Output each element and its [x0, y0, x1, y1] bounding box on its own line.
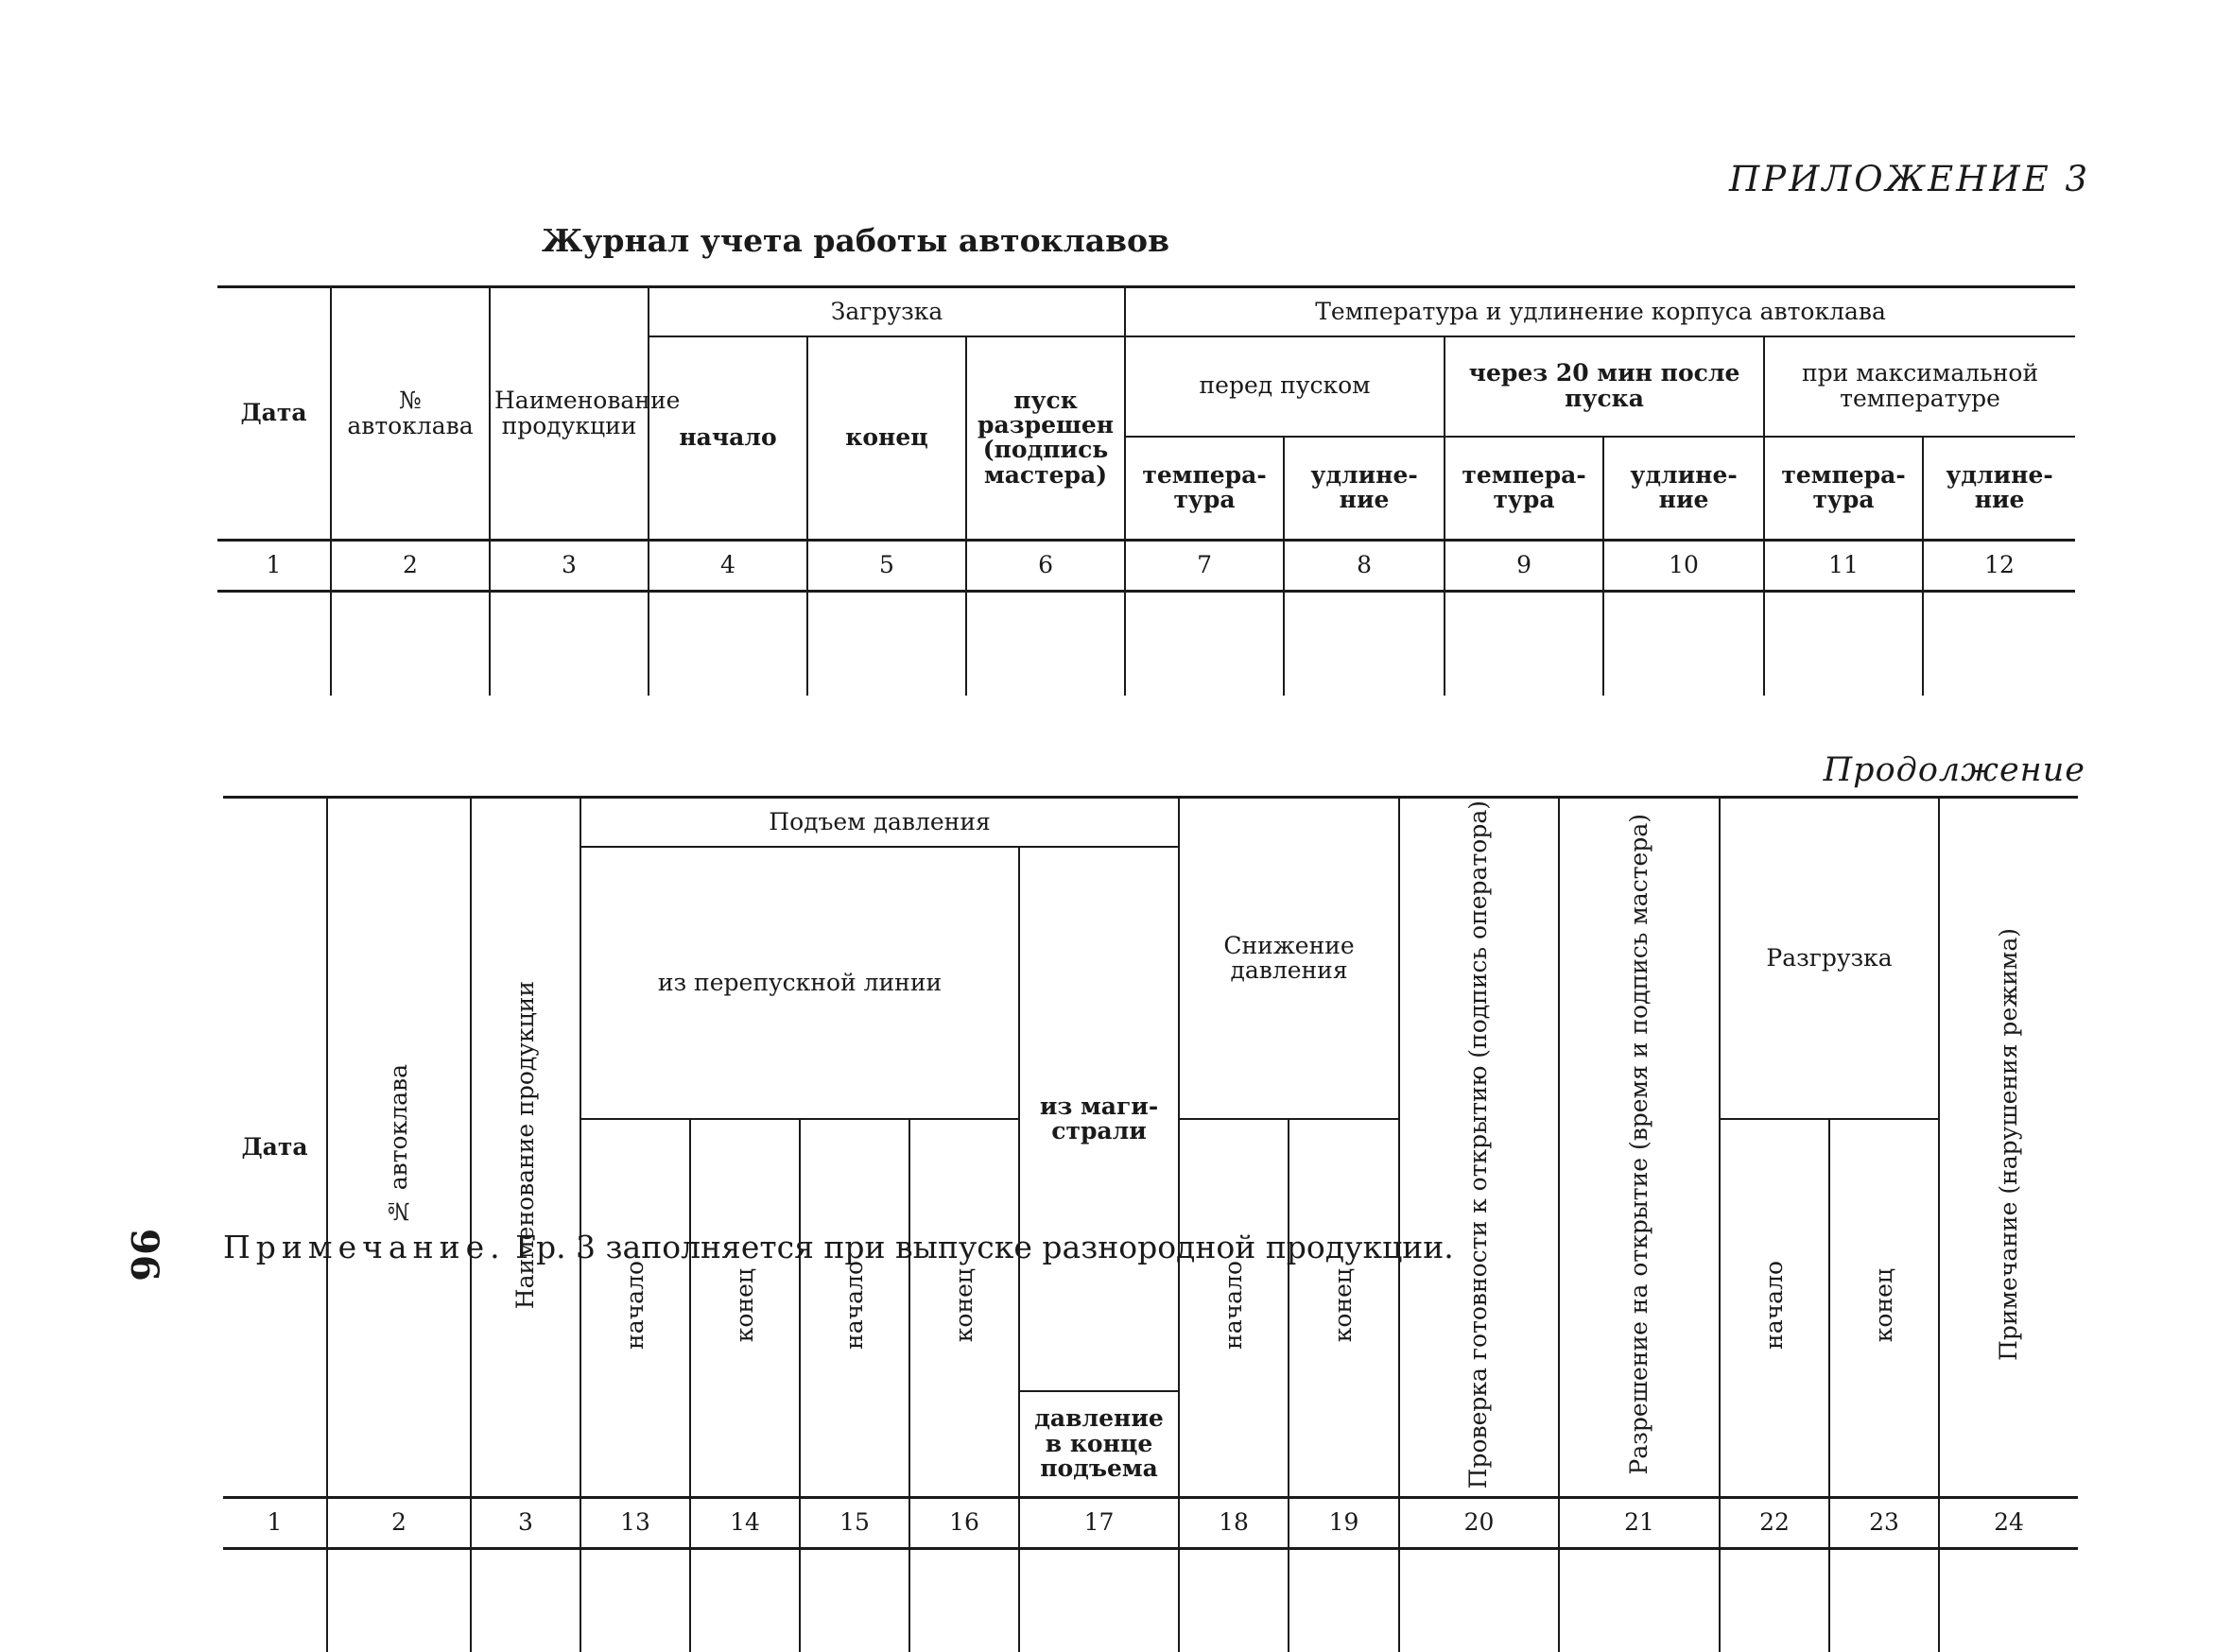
unloading-group-header: Разгрузка: [1720, 798, 1939, 1119]
col-product-name-header: Наименование продукции: [490, 287, 649, 541]
elongation-header: удлине-ние: [1923, 437, 2075, 541]
pressure-rise-group-header: Подъем давления: [580, 798, 1179, 847]
column-number: 19: [1289, 1497, 1399, 1548]
column-number: 10: [1603, 541, 1764, 592]
page-number: 96: [122, 1229, 166, 1282]
column-number: 1: [217, 541, 331, 592]
pressure-at-end-header: давление в конце подъема: [1019, 1391, 1179, 1497]
column-number: 24: [1939, 1497, 2078, 1548]
autoclave-journal-continuation-table: [223, 796, 2078, 1652]
column-number: 5: [807, 541, 966, 592]
column-number: 3: [471, 1497, 580, 1548]
continuation-label: Продолжение: [1823, 751, 2085, 789]
loading-group-header: Загрузка: [649, 287, 1125, 336]
from-bypass-header: из перепускной линии: [580, 847, 1019, 1119]
start-header: начало: [1179, 1119, 1289, 1497]
before-start-header: перед пуском: [1125, 336, 1445, 437]
column-number: 11: [1764, 541, 1923, 592]
from-main-header: из маги-страли: [1019, 847, 1179, 1392]
start-header: начало: [580, 1119, 690, 1497]
end-header: конец: [1289, 1119, 1399, 1497]
column-number: 12: [1923, 541, 2075, 592]
remark-header: Примечание (нарушения режима): [1939, 798, 2078, 1498]
col-date-header: Дата: [223, 798, 327, 1498]
appendix-label: ПРИЛОЖЕНИЕ 3: [1728, 159, 2090, 199]
table-row: [217, 592, 2075, 696]
column-number: 20: [1399, 1497, 1559, 1548]
temp-elongation-group-header: Температура и удлинение корпуса автоклава: [1125, 287, 2075, 336]
column-number: 23: [1829, 1497, 1939, 1548]
elongation-header: удлине-ние: [1284, 437, 1445, 541]
col-autoclave-no-header: № автоклава: [327, 798, 471, 1498]
column-number: 16: [909, 1497, 1019, 1548]
temperature-header: темпера-тура: [1445, 437, 1603, 541]
column-number: 4: [649, 541, 807, 592]
column-number: 17: [1019, 1497, 1179, 1548]
autoclave-journal-table: [217, 285, 2075, 696]
end-header: конец: [690, 1119, 800, 1497]
column-number: 1: [223, 1497, 327, 1548]
loading-end-header: конец: [807, 336, 966, 541]
column-number: 2: [331, 541, 490, 592]
end-header: конец: [909, 1119, 1019, 1497]
column-number: 6: [966, 541, 1125, 592]
end-header: конец: [1829, 1119, 1939, 1497]
col-autoclave-no-header: № автоклава: [331, 287, 490, 541]
after-20min-header: через 20 мин после пуска: [1445, 336, 1764, 437]
document-title: Журнал учета работы автоклавов: [542, 222, 1169, 259]
start-header: начало: [1720, 1119, 1829, 1497]
loading-start-header: начало: [649, 336, 807, 541]
col-date-header: Дата: [217, 287, 331, 541]
column-number: 13: [580, 1497, 690, 1548]
footnote: [223, 1229, 1454, 1265]
elongation-header: удлине-ние: [1603, 437, 1764, 541]
footnote-text: Гр. 3 заполняется при выпуске разнородной продукции.: [505, 1229, 1454, 1265]
column-number: 3: [490, 541, 649, 592]
at-max-temp-header: при максимальной температуре: [1764, 336, 2075, 437]
pressure-drop-group-header: Снижение давления: [1179, 798, 1399, 1119]
column-number: 21: [1559, 1497, 1720, 1548]
start-header: начало: [800, 1119, 909, 1497]
column-number: 14: [690, 1497, 800, 1548]
column-number: 22: [1720, 1497, 1829, 1548]
column-number: 18: [1179, 1497, 1289, 1548]
column-number: 15: [800, 1497, 909, 1548]
footnote-label: Примечание.: [223, 1229, 506, 1265]
opening-permission-header: Разрешение на открытие (время и подпись мастера): [1559, 798, 1720, 1498]
temperature-header: темпера-тура: [1125, 437, 1284, 541]
column-number: 9: [1445, 541, 1603, 592]
column-number: 8: [1284, 541, 1445, 592]
col-product-name-header: Наименование продукции: [471, 798, 580, 1498]
table-row: [223, 1548, 2078, 1652]
column-number: 2: [327, 1497, 471, 1548]
readiness-check-header: Проверка готовности к открытию (подпись оператора): [1399, 798, 1559, 1498]
column-number: 7: [1125, 541, 1284, 592]
temperature-header: темпера-тура: [1764, 437, 1923, 541]
start-permitted-header: пуск разрешен (подпись мастера): [966, 336, 1125, 541]
